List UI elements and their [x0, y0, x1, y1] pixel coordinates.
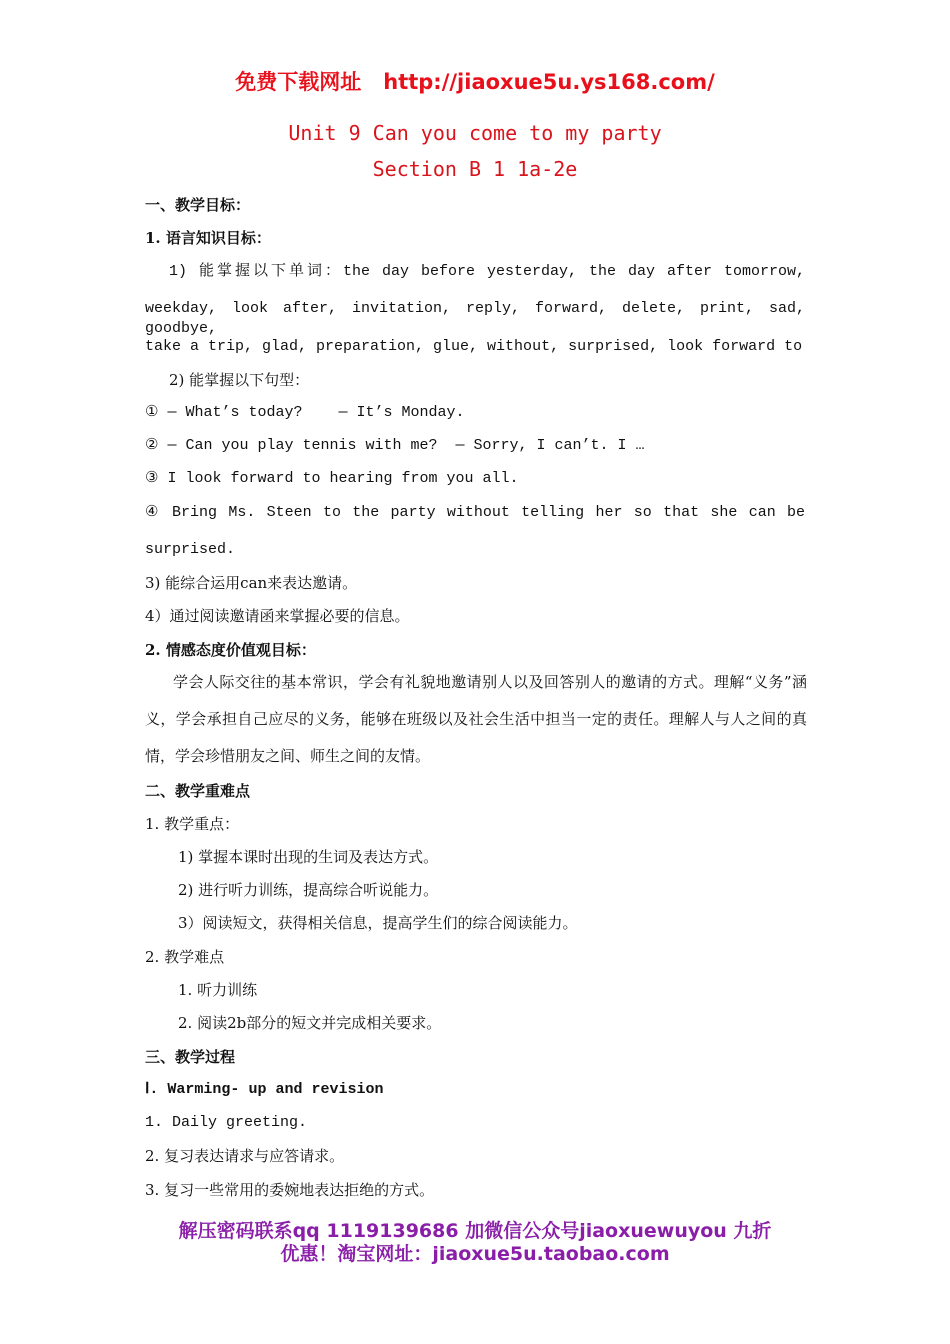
vocab-line-1: 1) 能掌握以下单词：the day before yesterday, the day after tomorrow,: [169, 263, 805, 280]
key-point-3: 3）阅读短文，获得相关信息，提高学生们的综合阅读能力。: [178, 914, 578, 932]
header-url-link[interactable]: http://jiaoxue5u.ys168.com/: [383, 70, 715, 94]
key-point-1: 1) 掌握本课时出现的生词及表达方式。: [178, 848, 439, 866]
section-2-heading: 二、教学重难点: [145, 782, 251, 800]
sentence-1: ① — What’s today? — It’s Monday.: [145, 404, 465, 421]
footer-line-2: 优惠！淘宝网址：jiaoxue5u.taobao.com: [280, 1243, 670, 1265]
sentence-4b: surprised.: [145, 541, 236, 558]
emotion-goal-heading: 2. 情感态度价值观目标：: [145, 641, 316, 659]
warmup-item-3: 3. 复习一些常用的委婉地表达拒绝的方式。: [145, 1181, 435, 1199]
goal-item-4: 4）通过阅读邀请函来掌握必要的信息。: [145, 607, 410, 625]
section-1-heading: 一、教学目标：: [145, 196, 251, 214]
vocab-line-2: weekday, look after, invitation, reply, forward, delete, print, sad, goodbye,: [145, 300, 805, 337]
difficulty-2: 2. 阅读2b部分的短文并完成相关要求。: [178, 1014, 442, 1032]
language-goal-heading: 1. 语言知识目标：: [145, 229, 271, 247]
sentence-4a: ④ Bring Ms. Steen to the party without telling her so that she can be: [145, 504, 805, 521]
header-label: 免费下载网址: [235, 70, 362, 94]
warmup-item-1: 1. Daily greeting.: [145, 1114, 308, 1131]
section-3-heading: 三、教学过程: [145, 1048, 236, 1066]
doc-title: Unit 9 Can you come to my party: [288, 121, 662, 145]
sentence-3: ③ I look forward to hearing from you all.: [145, 470, 519, 487]
emotion-paragraph: 学会人际交往的基本常识，学会有礼貌地邀请别人以及回答别人的邀请的方式。理解“义务”涵义，学会承担自己应尽的义务，能够在班级以及社会生活中担当一定的责任。理解人与人之间的真情，学会珍惜朋友之间、师生之间的友情。: [145, 673, 807, 765]
warmup-heading: Ⅰ. Warming- up and revision: [145, 1081, 384, 1098]
key-points-heading: 1. 教学重点：: [145, 815, 240, 833]
download-header: [0, 66, 950, 96]
warmup-item-2: 2. 复习表达请求与应答请求。: [145, 1147, 345, 1165]
vocab-line-3: take a trip, glad, preparation, glue, without, surprised, look forward to: [145, 338, 803, 355]
goal-item-3: 3) 能综合运用can来表达邀请。: [145, 574, 358, 592]
doc-subtitle: Section B 1 1a-2e: [372, 157, 578, 181]
difficulty-1: 1. 听力训练: [178, 981, 258, 999]
footer-line-1: 解压密码联系qq 1119139686 加微信公众号jiaoxuewuyou 九折: [178, 1220, 772, 1242]
sentence-patterns-heading: 2) 能掌握以下句型：: [169, 371, 310, 389]
difficulties-heading: 2. 教学难点: [145, 948, 225, 966]
key-point-2: 2) 进行听力训练，提高综合听说能力。: [178, 881, 439, 899]
sentence-2: ② — Can you play tennis with me? — Sorry, I can’t. I …: [145, 437, 645, 454]
